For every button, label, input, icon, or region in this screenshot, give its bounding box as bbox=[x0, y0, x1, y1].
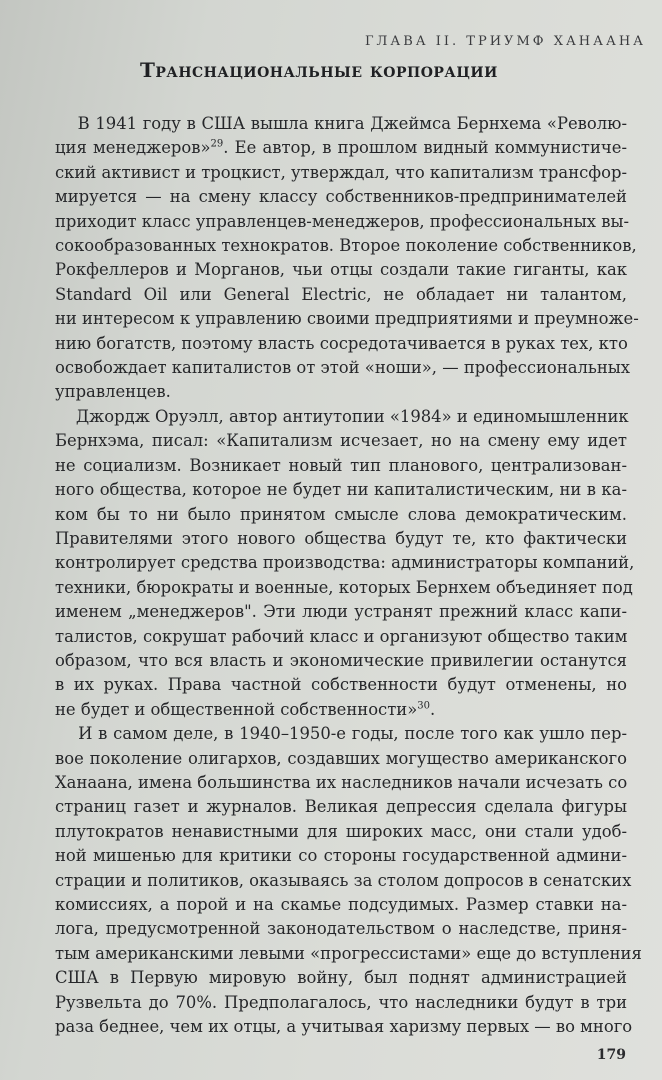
paragraph-3 bbox=[55, 722, 642, 1039]
running-head: ГЛАВА II. ТРИУМФ ХАНААНА bbox=[364, 34, 646, 49]
paragraph-1 bbox=[55, 112, 639, 405]
text-line: в их руках. Права частной собственности будут отменены, но bbox=[55, 675, 627, 695]
text-line: Ханаана, имена большинства их наследников начали исчезать со bbox=[55, 772, 628, 792]
paragraph-2 bbox=[55, 405, 635, 722]
text-line: ский активист и троцкист, утверждал, что капитализм трансфор- bbox=[55, 162, 628, 182]
text-line: именем „менеджеров". Эти люди устранят прежний класс капи- bbox=[55, 602, 627, 622]
text-line: В 1941 году в США вышла книга Джеймса Бернхема «Револю- bbox=[55, 114, 627, 133]
text-line: не социализм. Возникает новый тип планового, централизован- bbox=[55, 455, 627, 475]
text-line: управленцев. bbox=[55, 382, 171, 402]
text-line: США в Первую мировую войну, был поднят администрацией bbox=[55, 968, 627, 988]
text-line: приходит класс управленцев-менеджеров, профессиональных вы- bbox=[55, 211, 630, 231]
text-line: контролирует средства производства: администраторы компаний, bbox=[55, 553, 635, 573]
text-line: талистов, сокрушат рабочий класс и организуют общество таким bbox=[55, 626, 628, 646]
page-number: 179 bbox=[596, 1047, 626, 1063]
text-line-rest: . Ее автор, в прошлом видный коммунистиче- bbox=[223, 138, 627, 158]
footnote-ref-29: 29 bbox=[210, 138, 224, 150]
text-line: мируется — на смену классу собственников-предпринимателей bbox=[55, 187, 627, 207]
text-line bbox=[55, 698, 627, 722]
text-line-start: не будет и общественной собственности» bbox=[55, 699, 418, 719]
text-line: образом, что вся власть и экономические привилегии останутся bbox=[55, 650, 627, 670]
section-title: Транснациональные корпорации bbox=[140, 58, 498, 82]
text-line: ного общества, которое не будет ни капиталистическим, ни в ка- bbox=[55, 480, 627, 500]
text-line: нию богатств, поэтому власть сосредотачивается в руках тех, кто bbox=[55, 333, 628, 353]
text-line: освобождает капиталистов от этой «ноши», — профессиональных bbox=[55, 358, 631, 378]
text-line: техники, бюрократы и военные, которых Бернхем объединяет под bbox=[55, 577, 633, 597]
text-line: ной мишенью для критики со стороны государственной админи- bbox=[55, 846, 627, 866]
text-line: Бернхэма, писал: «Капитализм исчезает, но на смену ему идет bbox=[55, 431, 627, 451]
text-line-rest: . bbox=[430, 699, 436, 719]
text-line: страции и политиков, оказываясь за столом допросов в сенатских bbox=[55, 870, 632, 890]
text-line: вое поколение олигархов, создавших могущество американского bbox=[55, 748, 627, 768]
text-line: Рокфеллеров и Морганов, чьи отцы создали такие гиганты, как bbox=[55, 260, 627, 280]
body-text bbox=[55, 112, 642, 1039]
text-line: ком бы то ни было принятом смысле слова демократическим. bbox=[55, 504, 627, 524]
text-line: плутократов ненавистными для широких масс, они стали удоб- bbox=[55, 821, 627, 841]
text-line-start: ция менеджеров» bbox=[55, 138, 211, 158]
text-line: сокообразованных технократов. Второе поколение собственников, bbox=[55, 236, 637, 256]
text-line: Правителями этого нового общества будут те, кто фактически bbox=[55, 528, 627, 548]
text-line: лога, предусмотренной законодательством о наследстве, приня- bbox=[55, 919, 627, 939]
text-line: И в самом деле, в 1940–1950-е годы, после того как ушло пер- bbox=[55, 724, 627, 744]
text-line: страниц газет и журналов. Великая депрессия сделала фигуры bbox=[55, 797, 627, 817]
text-line bbox=[55, 136, 627, 160]
text-line: Standard Oil или General Electric, не обладает ни талантом, bbox=[55, 284, 627, 304]
text-line: раза беднее, чем их отцы, а учитывая харизму первых — во много bbox=[55, 1017, 633, 1037]
text-line: ни интересом к управлению своими предприятиями и преумноже- bbox=[55, 309, 639, 329]
text-line: Рузвельта до 70%. Предполагалось, что наследники будут в три bbox=[55, 992, 627, 1012]
footnote-ref-30: 30 bbox=[417, 700, 430, 712]
text-line: комиссиях, а порой и на скамье подсудимых. Размер ставки на- bbox=[55, 895, 627, 914]
text-line: тым американскими левыми «прогрессистами» еще до вступления bbox=[55, 943, 642, 963]
text-line: Джордж Оруэлл, автор антиутопии «1984» и единомышленник bbox=[55, 406, 629, 426]
